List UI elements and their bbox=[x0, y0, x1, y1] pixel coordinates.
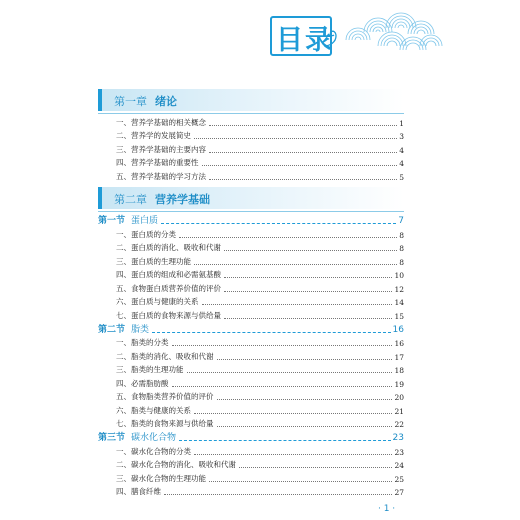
toc-entry[interactable]: 四、膳食纤维 27 bbox=[116, 487, 404, 497]
toc-entry[interactable]: 二、蛋白质的消化、吸收和代谢 8 bbox=[116, 243, 404, 253]
toc-entry[interactable]: 七、蛋白质的食物来源与供给量 15 bbox=[116, 310, 404, 321]
toc-entry[interactable]: 一、营养学基础的相关概念 1 bbox=[116, 117, 404, 128]
toc-entry[interactable]: 三、营养学基础的主要内容 4 bbox=[116, 144, 404, 155]
toc-entry[interactable]: 七、脂类的食物来源与供给量 22 bbox=[116, 419, 404, 429]
toc-title-banner bbox=[270, 10, 445, 62]
toc-entry[interactable]: 二、营养学的发展简史 3 bbox=[116, 131, 404, 141]
chapter-name: 绪论 bbox=[155, 95, 177, 108]
section-entry[interactable]: 第二节 脂类 16 bbox=[98, 324, 404, 335]
toc-entry[interactable]: 一、碳水化合物的分类 23 bbox=[116, 446, 404, 457]
toc-entry[interactable]: 五、营养学基础的学习方法 5 bbox=[116, 171, 404, 182]
toc-entry[interactable]: 三、脂类的生理功能 18 bbox=[116, 365, 404, 375]
chapter-name: 营养学基础 bbox=[155, 193, 210, 206]
toc-entry[interactable]: 二、脂类的消化、吸收和代谢 17 bbox=[116, 351, 404, 362]
toc-entry[interactable]: 六、蛋白质与健康的关系 14 bbox=[116, 297, 404, 307]
toc-entry[interactable]: 三、蛋白质的生理功能 8 bbox=[116, 256, 404, 267]
page-title: 目录 bbox=[276, 25, 334, 56]
toc-entry[interactable]: 四、营养学基础的重要性 4 bbox=[116, 158, 404, 168]
section-entry[interactable]: 第三节 碳水化合物 23 bbox=[98, 433, 404, 443]
chapter-2-heading[interactable] bbox=[98, 187, 404, 209]
toc-entry[interactable]: 一、蛋白质的分类 8 bbox=[116, 229, 404, 240]
toc-entry[interactable]: 六、脂类与健康的关系 21 bbox=[116, 405, 404, 416]
toc-entry[interactable]: 二、碳水化合物的消化、吸收和代谢 24 bbox=[116, 460, 404, 470]
toc-entry[interactable]: 五、食物脂类营养价值的评价 20 bbox=[116, 392, 404, 402]
chapter-2-list bbox=[98, 212, 404, 497]
page-number: · 1 · bbox=[378, 504, 396, 514]
chapter-label: 第一章 bbox=[114, 95, 147, 108]
toc-entry[interactable]: 四、必需脂肪酸 19 bbox=[116, 378, 404, 389]
toc-entry[interactable]: 四、蛋白质的组成和必需氨基酸 10 bbox=[116, 270, 404, 280]
section-entry[interactable]: 第一节 蛋白质 7 bbox=[98, 216, 404, 226]
wave-pattern-icon bbox=[334, 10, 444, 58]
chapter-1-list bbox=[98, 114, 404, 182]
toc-entry[interactable]: 一、脂类的分类 16 bbox=[116, 338, 404, 348]
chapter-label: 第二章 bbox=[114, 193, 147, 206]
chapter-1-heading[interactable] bbox=[98, 89, 404, 111]
toc-entry[interactable]: 三、碳水化合物的生理功能 25 bbox=[116, 473, 404, 484]
toc-entry[interactable]: 五、食物蛋白质营养价值的评价 12 bbox=[116, 283, 404, 294]
